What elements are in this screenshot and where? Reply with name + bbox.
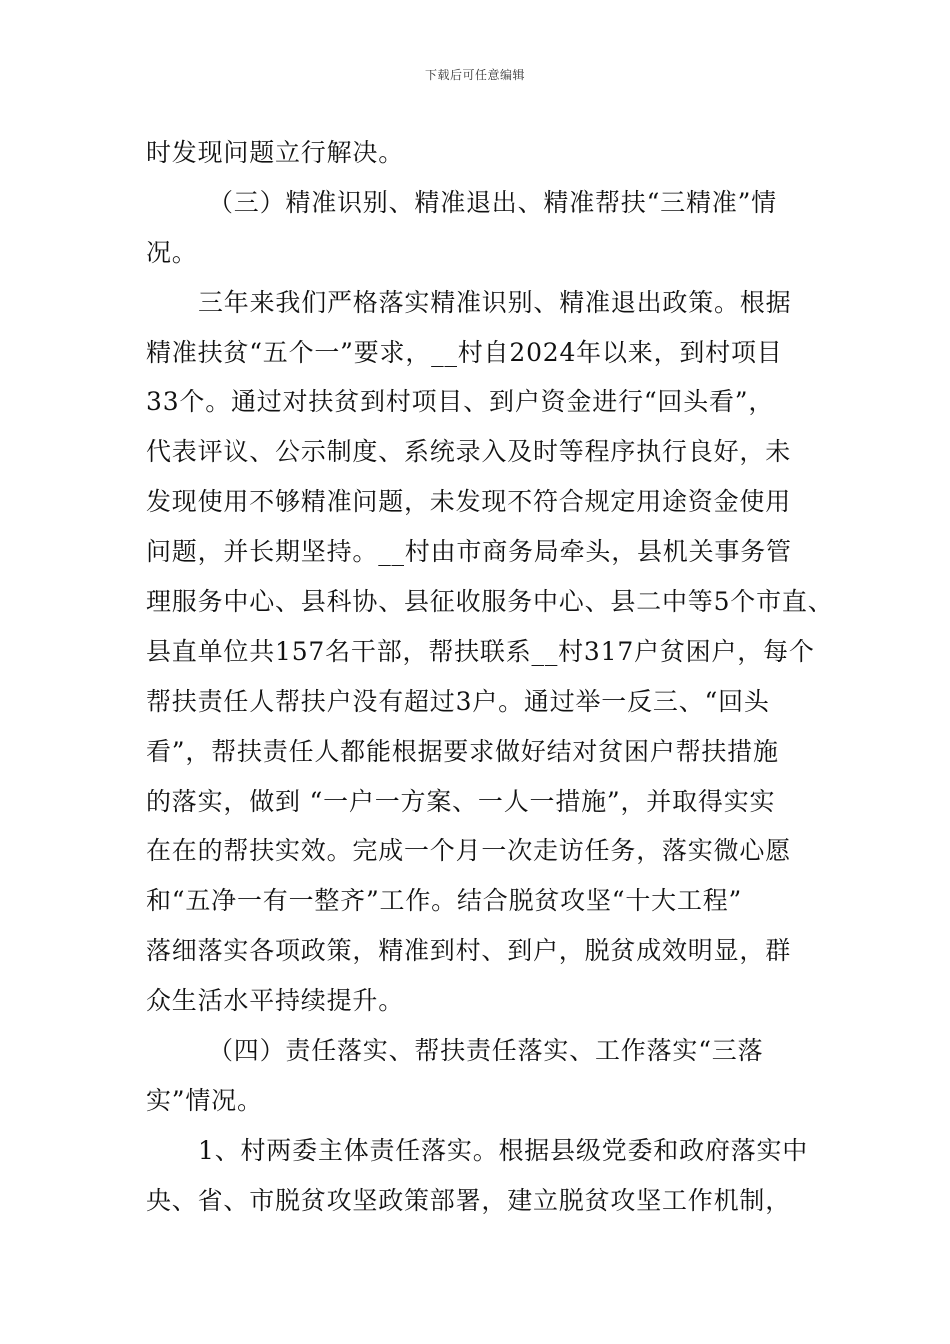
text-line: 帮扶责任人帮扶户没有超过3户。通过举一反三、“回头 <box>146 686 770 716</box>
text-line: 实”情况。 <box>146 1085 263 1115</box>
text-line: 县直单位共157名干部，帮扶联系__村317户贫困户，每个 <box>146 636 815 666</box>
text-line: 众生活水平持续提升。 <box>146 986 405 1016</box>
text-line: 发现使用不够精准问题，未发现不符合规定用途资金使用 <box>146 487 792 517</box>
text-line: 代表评议、公示制度、系统录入及时等程序执行良好，未 <box>146 437 792 467</box>
text-line: 33个。通过对扶贫到村项目、到户资金进行“回头看”， <box>146 387 775 417</box>
paragraph-start: 1、村两委主体责任落实。根据县级党委和政府落实中 <box>198 1135 809 1165</box>
section-heading: （四）责任落实、帮扶责任落实、工作落实“三落 <box>208 1036 764 1066</box>
section-heading: （三）精准识别、精准退出、精准帮扶“三精准”情 <box>208 187 777 217</box>
text-line: 况。 <box>146 237 198 267</box>
text-line: 理服务中心、县科协、县征收服务中心、县二中等5个市直、 <box>146 587 834 617</box>
text-line: 的落实，做到 “一户一方案、一人一措施”，并取得实实 <box>146 786 776 816</box>
text-line: 时发现问题立行解决。 <box>146 138 405 167</box>
text-line: 和“五净一有一整齐”工作。结合脱贫攻坚“十大工程” <box>146 886 743 916</box>
text-line: 落细落实各项政策，精准到村、到户，脱贫成效明显，群 <box>146 936 792 966</box>
text-line: 央、省、市脱贫攻坚政策部署，建立脱贫攻坚工作机制， <box>146 1185 792 1215</box>
text-line: 在在的帮扶实效。完成一个月一次走访任务，落实微心愿 <box>146 836 792 866</box>
text-line: 看”，帮扶责任人都能根据要求做好结对贫困户帮扶措施 <box>146 736 779 766</box>
text-line: 问题，并长期坚持。__村由市商务局牵头，县机关事务管 <box>146 537 792 567</box>
text-line: 精准扶贫“五个一”要求，__村自2024年以来，到村项目 <box>146 337 783 367</box>
paragraph-start: 三年来我们严格落实精准识别、精准退出政策。根据 <box>198 287 792 317</box>
document-body <box>146 128 834 1226</box>
page-header: 下载后可任意编辑 <box>424 68 525 82</box>
